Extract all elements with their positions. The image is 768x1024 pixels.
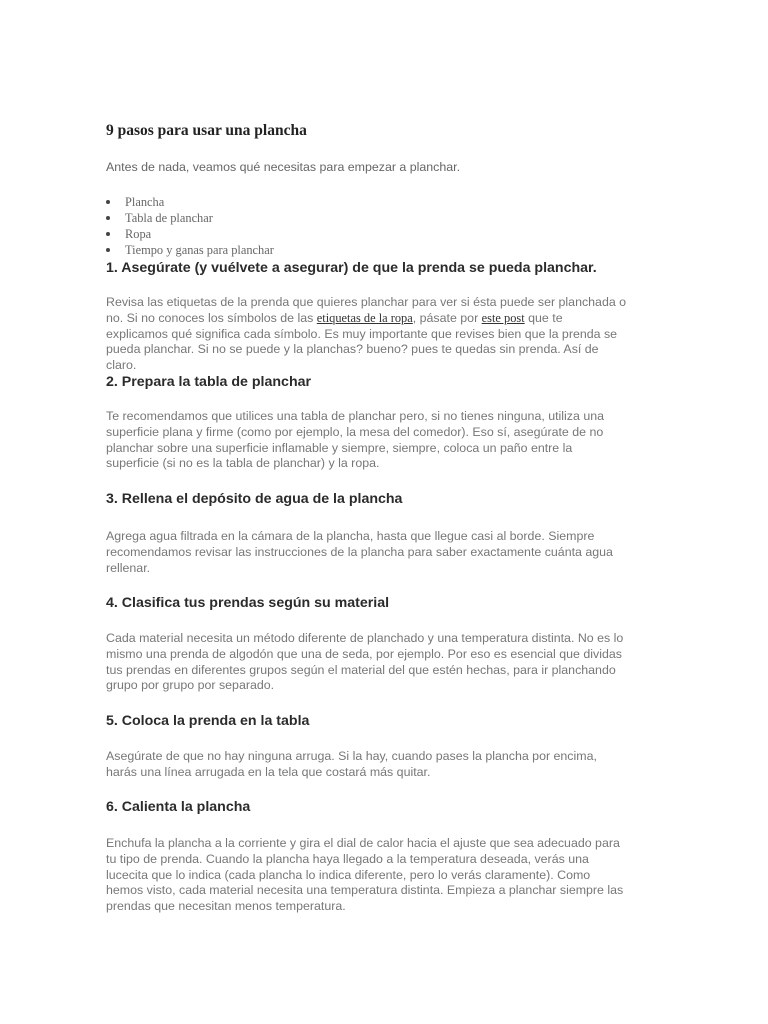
step-6-heading: 6. Calienta la plancha [106, 799, 251, 815]
requirements-list [106, 194, 274, 258]
step-1-paragraph: Revisa las etiquetas de la prenda que quieres planchar para ver si ésta puede ser planchada o no. Si no conoces los símbolos de las etiquetas de la ropa, pásate por este post que te explicamos qué significa cada símbolo. Es muy importante que revises bien que la prenda se pueda planchar. Si no se puede y la planchas? bueno? pues te quedas sin prenda. Así de claro. [106, 295, 627, 373]
bullet-icon [106, 200, 110, 204]
step-2-heading: 2. Prepara la tabla de planchar [106, 374, 312, 390]
step-6-paragraph: Enchufa la plancha a la corriente y gira el dial de calor hacia el ajuste que sea adecuado para tu tipo de prenda. Cuando la plancha haya llegado a la temperatura deseada, verás una lucecita que lo indica (cada plancha lo indica diferente, pero lo verás claramente). Como hemos visto, cada material necesita una temperatura distinta. Empieza a planchar siempre las prendas que necesitan menos temperatura. [106, 836, 624, 914]
list-item: Tiempo y ganas para planchar [106, 242, 274, 258]
step-1-heading: 1. Asegúrate (y vuélvete a asegurar) de que la prenda se pueda planchar. [106, 260, 597, 276]
step-4-paragraph: Cada material necesita un método diferente de planchado y una temperatura distinta. No es lo mismo una prenda de algodón que una de seda, por ejemplo. Por eso es esencial que dividas tus prendas en diferentes grupos según el material del que estén hechas, para ir planchando grupo por grupo por separado. [106, 631, 624, 693]
clothing-labels-link[interactable]: etiquetas de la ropa [316, 310, 413, 325]
bullet-icon [106, 216, 110, 220]
this-post-link[interactable]: este post [481, 310, 525, 325]
step-3-heading: 3. Rellena el depósito de agua de la plancha [106, 491, 403, 507]
list-item: Plancha [106, 194, 274, 210]
step-3-paragraph: Agrega agua filtrada en la cámara de la plancha, hasta que llegue casi al borde. Siempre recomendamos revisar las instrucciones de la plancha para saber exactamente cuánta agua rellenar. [106, 529, 613, 575]
bullet-icon [106, 232, 110, 236]
step-5-heading: 5. Coloca la prenda en la tabla [106, 713, 310, 729]
bullet-icon [106, 248, 110, 252]
document-title: 9 pasos para usar una plancha [106, 122, 307, 139]
step-2-paragraph: Te recomendamos que utilices una tabla de planchar pero, si no tienes ninguna, utiliza una superficie plana y firme (como por ejemplo, la mesa del comedor). Eso sí, asegúrate de no planchar sobre una superficie inflamable y siempre, siempre, coloca un paño entre la superficie (si no es la tabla de planchar) y la ropa. [106, 409, 605, 471]
step-5-paragraph: Asegúrate de que no hay ninguna arruga. Si la hay, cuando pases la plancha por encima, harás una línea arrugada en la tela que costará más quitar. [106, 749, 597, 779]
step-4-heading: 4. Clasifica tus prendas según su material [106, 595, 390, 611]
list-item: Tabla de planchar [106, 210, 274, 226]
list-item: Ropa [106, 226, 274, 242]
intro-text: Antes de nada, veamos qué necesitas para empezar a planchar. [106, 160, 461, 174]
